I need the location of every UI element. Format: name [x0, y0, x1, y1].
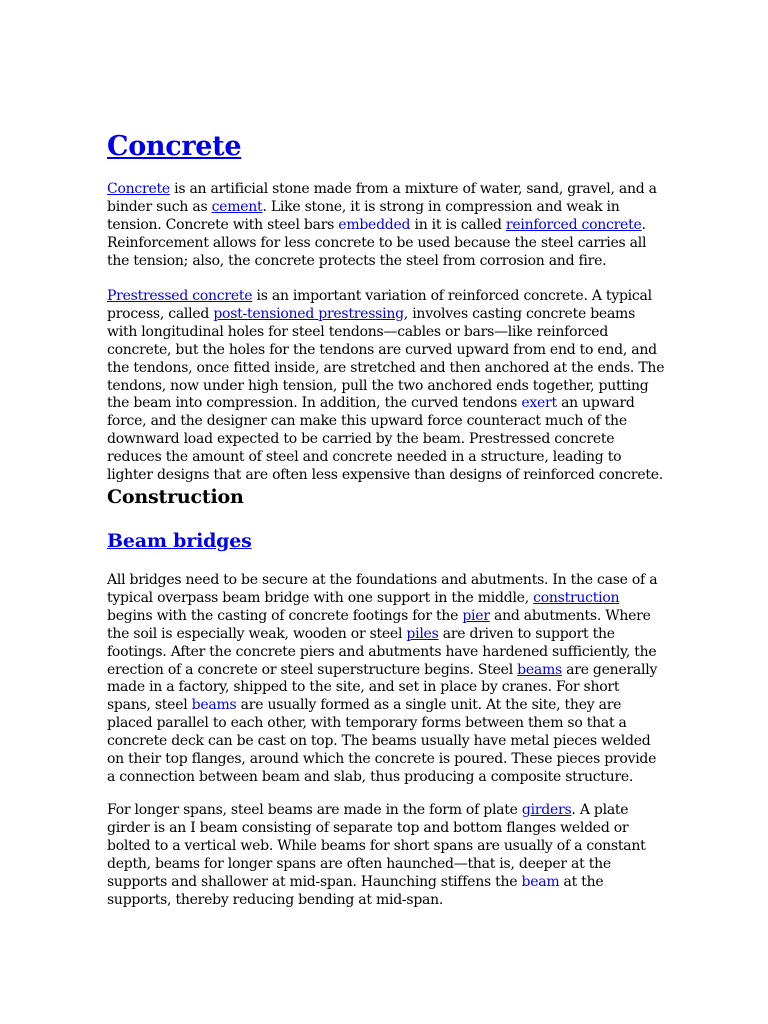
paragraph-text: an upward force, and the designer can make this upward force counteract much of the downward load expected to be carried by the beam. Prestressed concrete reduces the amount of steel and concrete needed in a structure, leading to lighter designs that are often less expensive than designs of reinforced concrete.	[107, 395, 663, 484]
paragraph-text: . Like stone, it is strong in compression and weak in tension. Concrete with steel bars	[107, 198, 620, 233]
paragraph-text: begins with the casting of concrete footings for the	[107, 607, 463, 624]
link-post-tensioned-prestressing[interactable]: post-tensioned prestressing	[213, 305, 404, 322]
link-beams-2[interactable]: beams	[191, 697, 237, 714]
heading-construction: Construction	[107, 486, 244, 508]
paragraph-text: and abutments. Where the soil is especially weak, wooden or steel	[107, 607, 651, 642]
paragraph-text: at the supports, thereby reducing bending at mid-span.	[107, 873, 604, 908]
link-beam[interactable]: beam	[521, 873, 560, 890]
paragraph-text: are driven to support the footings. After the concrete piers and abutments have hardened sufficiently, the erection of a concrete or steel superstructure begins. Steel	[107, 625, 657, 678]
page-title	[107, 128, 667, 166]
paragraph-text: is an artificial stone made from a mixture of water, sand, gravel, and a binder such as	[107, 181, 657, 215]
paragraph-text: . A plate girder is an I beam consisting of separate top and bottom flanges welded or bolted to a vertical web. While beams for short spans are usually of a constant depth, beams for longer spans are often haunched—that is, deeper at the supports and shallower at mid-span. Haunching stiffens the	[107, 802, 646, 890]
prestressed-paragraph	[107, 288, 667, 485]
longer-spans-paragraph	[107, 802, 667, 909]
paragraph-text: are generally made in a factory, shipped to the site, and set in place by cranes. For short spans, steel	[107, 661, 658, 714]
paragraph-text: are usually formed as a single unit. At the site, they are placed parallel to each other, with temporary forms between them so that a concrete deck can be cast on top. The beams usually have metal pieces welded on their top flanges, around which the concrete is poured. These pieces provide a connection between beam and slab, thus producing a composite structure.	[107, 697, 657, 785]
link-exert[interactable]: exert	[521, 395, 557, 412]
link-cement[interactable]: cement	[211, 198, 263, 215]
link-construction[interactable]: construction	[533, 589, 620, 606]
paragraph-text: is an important variation of reinforced concrete. A typical process, called	[107, 288, 652, 322]
paragraph-text: All bridges need to be secure at the foundations and abutments. In the case of a typical overpass beam bridge with one support in the middle,	[107, 572, 658, 606]
paragraph-text: For longer spans, steel beams are made in the form of plate	[107, 802, 522, 818]
link-embedded[interactable]: embedded	[338, 216, 411, 233]
link-concrete[interactable]: Concrete	[107, 181, 170, 197]
link-beams[interactable]: beams	[517, 661, 562, 678]
link-beam-bridges[interactable]: Beam bridges	[107, 530, 252, 552]
link-girders[interactable]: girders	[521, 802, 572, 818]
link-piles[interactable]: piles	[406, 625, 439, 642]
paragraph-text: , involves casting concrete beams with longitudinal holes for steel tendons—cables or bars—like reinforced concrete, but the holes for the tendons are curved upward from end to end, and the tendons, once fitted inside, are stretched and then anchored at the ends. The tendons, now under high tension, pull the two anchored ends together, putting the beam into compression. In addition, the curved tendons	[107, 305, 665, 412]
beam-bridges-paragraph	[107, 572, 667, 787]
intro-paragraph	[107, 181, 667, 271]
link-prestressed-concrete[interactable]: Prestressed concrete	[107, 288, 253, 304]
link-pier[interactable]: pier	[462, 607, 490, 624]
title-link[interactable]: Concrete	[107, 131, 242, 162]
heading-beam-bridges	[107, 528, 667, 554]
link-reinforced-concrete[interactable]: reinforced concrete	[505, 216, 642, 233]
paragraph-text: . Reinforcement allows for less concrete to be used because the steel carries all the tension; also, the concrete protects the steel from corrosion and fire.	[107, 216, 647, 269]
paragraph-text: in it is called	[410, 216, 506, 233]
